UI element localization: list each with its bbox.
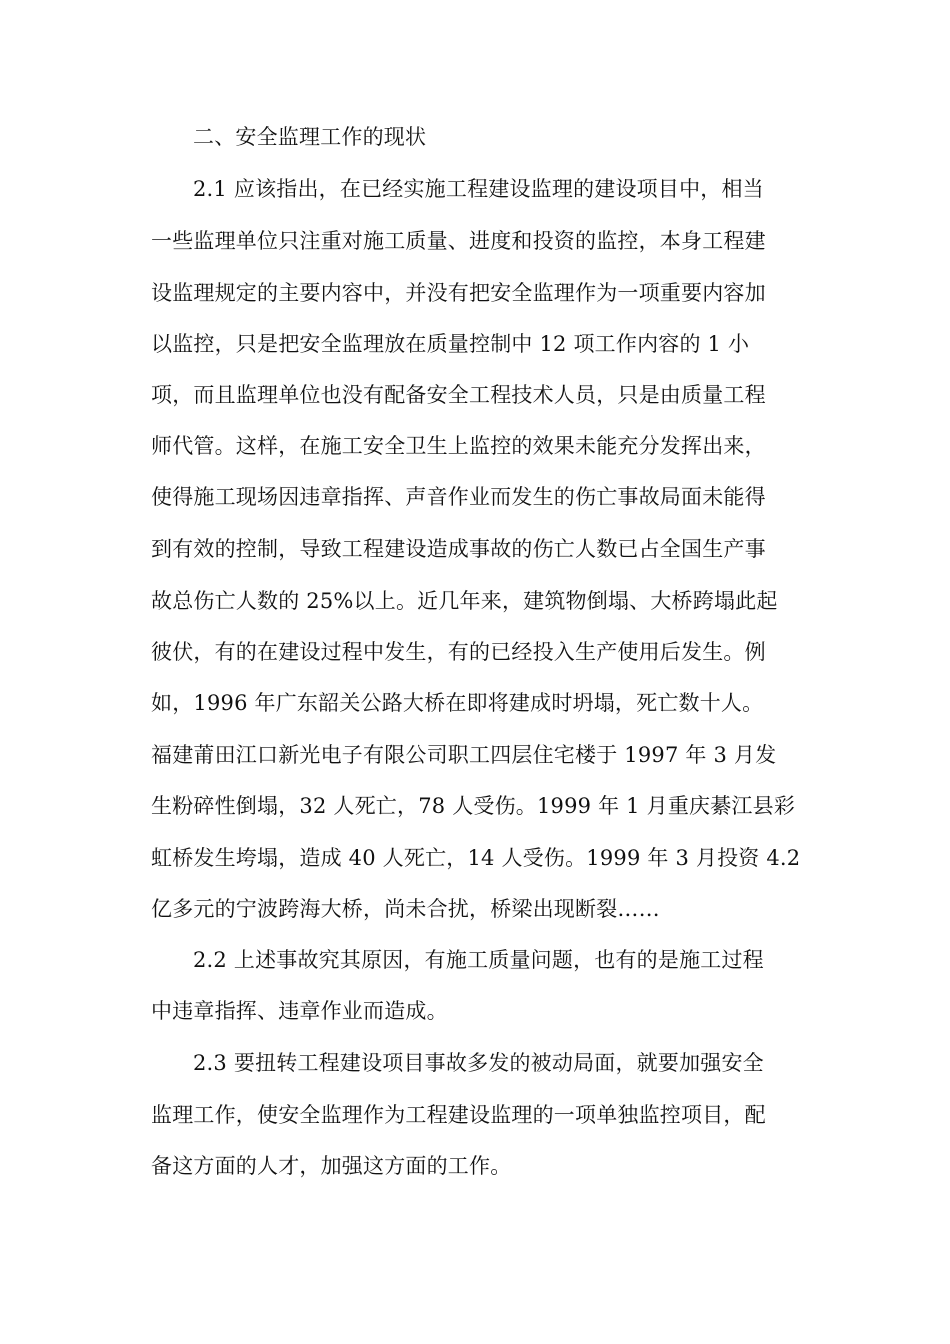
paragraph-1-line: 到有效的控制，导致工程建设造成事故的伤亡人数已占全国生产事 [151,537,766,561]
paragraph-1-line: 使得施工现场因违章指挥、声音作业而发生的伤亡事故局面未能得 [151,485,766,509]
paragraph-1-line: 师代管。这样，在施工安全卫生上监控的效果未能充分发挥出来， [151,434,766,458]
paragraph-1-line: 一些监理单位只注重对施工质量、进度和投资的监控，本身工程建 [151,229,766,253]
paragraph-2-line: 2.2 上述事故究其原因，有施工质量问题，也有的是施工过程 [193,948,764,972]
paragraph-1-line: 生粉碎性倒塌，32 人死亡，78 人受伤。1999 年 1 月重庆綦江县彩 [151,794,796,818]
section-heading: 二、安全监理工作的现状 [193,125,427,149]
paragraph-1-line: 故总伤亡人数的 25%以上。近几年来，建筑物倒塌、大桥跨塌此起 [151,589,778,613]
paragraph-2-line: 中违章指挥、违章作业而造成。 [151,999,448,1023]
paragraph-1-line: 虹桥发生垮塌，造成 40 人死亡，14 人受伤。1999 年 3 月投资 4.2 [151,846,801,870]
paragraph-1-line: 设监理规定的主要内容中，并没有把安全监理作为一项重要内容加 [151,281,766,305]
paragraph-1-line: 如，1996 年广东韶关公路大桥在即将建成时坍塌，死亡数十人。 [151,691,764,715]
paragraph-1-line: 项，而且监理单位也没有配备安全工程技术人员，只是由质量工程 [151,383,766,407]
paragraph-3-line: 2.3 要扭转工程建设项目事故多发的被动局面，就要加强安全 [193,1051,764,1075]
paragraph-3-line: 监理工作，使安全监理作为工程建设监理的一项单独监控项目，配 [151,1103,766,1127]
paragraph-1-line: 彼伏，有的在建设过程中发生，有的已经投入生产使用后发生。例 [151,640,766,664]
paragraph-1-line: 以监控，只是把安全监理放在质量控制中 12 项工作内容的 1 小 [151,332,750,356]
paragraph-1-line: 2.1 应该指出，在已经实施工程建设监理的建设项目中，相当 [193,177,764,201]
paragraph-3-line: 备这方面的人才，加强这方面的工作。 [151,1154,512,1178]
paragraph-1-line: 亿多元的宁波跨海大桥，尚未合扰，桥梁出现断裂…… [151,897,660,921]
paragraph-1-line: 福建莆田江口新光电子有限公司职工四层住宅楼于 1997 年 3 月发 [151,743,777,767]
